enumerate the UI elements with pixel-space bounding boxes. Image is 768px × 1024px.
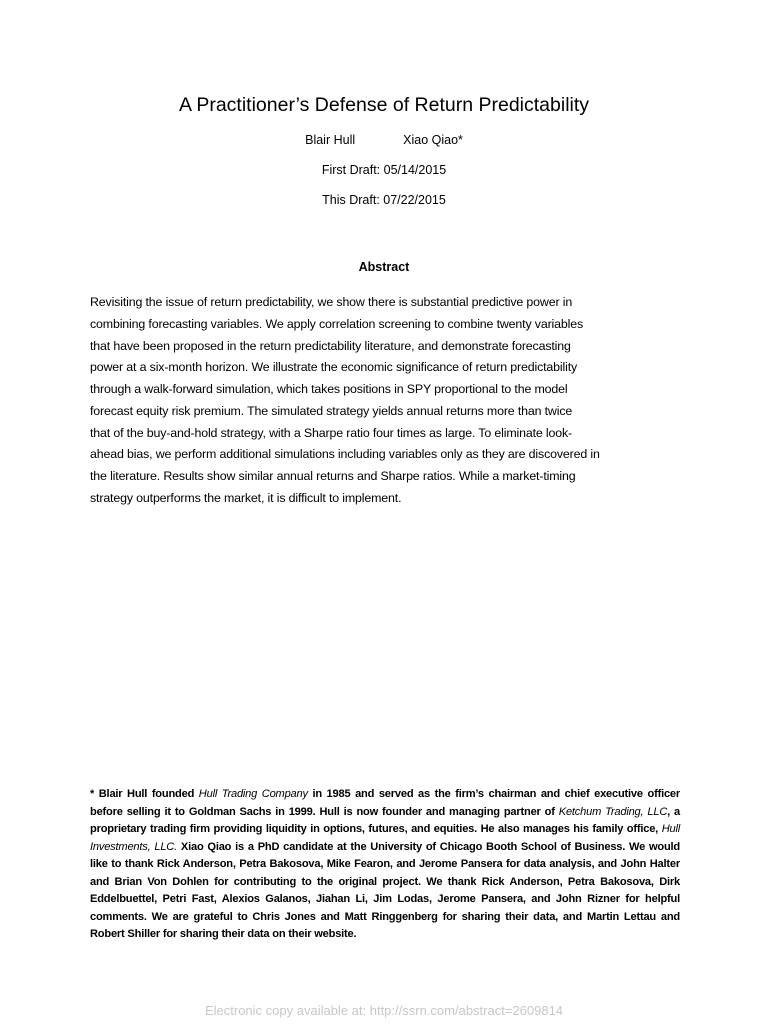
this-draft-date: This Draft: 07/22/2015 (322, 193, 446, 207)
author-footnote (90, 786, 680, 944)
abstract-line: through a walk-forward simulation, which takes positions in SPY proportional to the model (90, 382, 568, 396)
abstract-body (90, 292, 674, 510)
abstract-line: ahead bias, we perform additional simulations including variables only as they are discovered in (90, 447, 600, 462)
abstract-line: Revisiting the issue of return predictability, we show there is substantial predictive power in (90, 295, 573, 309)
footnote-company-name: Hull Investments, LLC. (90, 823, 680, 853)
abstract-line: that of the buy-and-hold strategy, with a Sharpe ratio four times as large. To eliminate look- (90, 425, 573, 440)
ssrn-watermark: Electronic copy available at: http://ssrn.com/abstract=2609814 (204, 1003, 564, 1018)
author-name: Xiao Qiao* (403, 133, 463, 147)
first-draft-date: First Draft: 05/14/2015 (321, 163, 447, 177)
abstract-line: strategy outperforms the market, it is difficult to implement. (90, 490, 402, 505)
author-list (0, 132, 768, 148)
abstract-line: the literature. Results show similar annual returns and Sharpe ratios. While a market-timing (90, 469, 576, 483)
abstract-line: that have been proposed in the return predictability literature, and demonstrate forecasting (90, 338, 571, 353)
abstract-heading: Abstract (358, 260, 410, 274)
abstract-line: power at a six-month horizon. We illustrate the economic significance of return predictability (90, 360, 578, 375)
footnote-company-name: Hull Trading Company (198, 788, 308, 800)
author-name: Blair Hull (305, 133, 356, 147)
footnote-text: Xiao Qiao is a PhD candidate at the University of Chicago Booth School of Business. We would like to thank Rick Anderson, Petra Bakosova, Mike Fearon, and Jerome Pansera for data analysis, and John Halter and Brian Von Dohlen for contributing to the original project. We thank Rick Anderson, Petra Bakosova, Dirk Eddelbuettel, Petri Fast, Alexios Galanos, Jiahan Li, Jim Lodas, Jerome Pansera, and John Rizner for helpful comments. We are grateful to Chris Jones and Matt Ringgenberg for sharing their data, and Martin Lettau and Robert Shiller for sharing their data on their website. (90, 840, 680, 940)
abstract-line: combining forecasting variables. We apply correlation screening to combine twenty variables (90, 316, 584, 331)
abstract-line: forecast equity risk premium. The simulated strategy yields annual returns more than twice (90, 403, 573, 418)
footnote-text: * Blair Hull founded (90, 788, 199, 800)
footnote-text: , a proprietary trading firm providing liquidity in options, futures, and equities. He also manages his family office, (90, 805, 681, 835)
footnote-text: in 1985 and served as the firm’s chairman and chief executive officer before selling it to Goldman Sachs in 1999. Hull is now founder and managing partner of (90, 788, 681, 818)
footnote-company-name: Ketchum Trading, LLC (558, 805, 668, 818)
paper-title: A Practitioner’s Defense of Return Predictability (178, 94, 590, 116)
